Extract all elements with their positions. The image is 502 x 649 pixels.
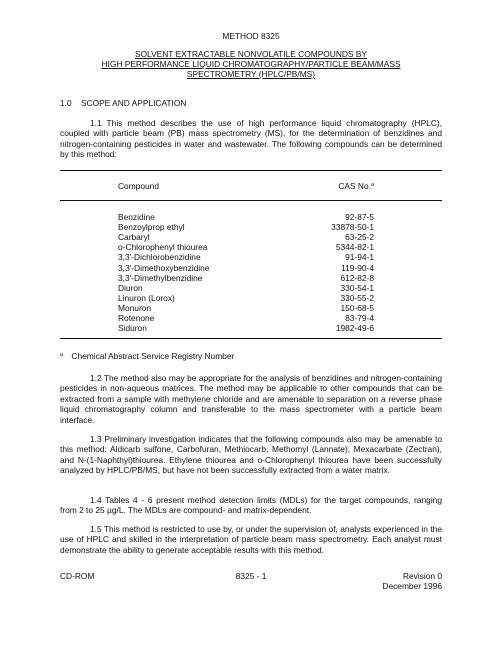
cas-number: 119-90-4 xyxy=(341,262,374,273)
footer-revision: Revision 0 xyxy=(402,571,442,581)
table-row xyxy=(118,252,374,262)
compound-name: 3,3'-Dimethylbenzidine xyxy=(118,272,203,283)
paragraph-1-1: 1.1 This method describes the use of high performance liquid chromatography (HPLC), coupled with particle beam (PB) mass spectrometry (MS), for the determination of benzidines and nitrogen-containing pesticides in water and wastewater. The following compounds can be determined by this method: xyxy=(60,118,442,160)
cas-number: 330-54-1 xyxy=(340,282,374,293)
table-header-cas: CAS No.$^a$ xyxy=(338,181,374,191)
compound-name: Monuron xyxy=(118,302,152,313)
cas-number: 612-82-8 xyxy=(340,272,374,283)
cas-number: 330-55-2 xyxy=(340,292,374,303)
cas-number: 150-68-5 xyxy=(340,302,374,313)
cas-number: 33878-50-1 xyxy=(331,222,374,233)
compound-name: Linuron (Lorox) xyxy=(118,292,175,303)
cas-number: 1982-49-6 xyxy=(335,323,374,334)
table-row xyxy=(118,212,374,222)
cas-number: 83-79-4 xyxy=(345,313,374,323)
table-row xyxy=(118,313,374,323)
table-row xyxy=(118,232,374,242)
table-row xyxy=(118,222,374,232)
table-row xyxy=(118,303,374,313)
compound-name: Benzidine xyxy=(118,212,155,222)
footnote-mark: a xyxy=(60,352,64,358)
compound-name: Siduron xyxy=(118,323,147,334)
table-header-cas-footnote-mark: a xyxy=(370,182,374,188)
footer-left: CD-ROM xyxy=(60,571,95,581)
paragraph-1-3: 1.3 Preliminary investigation indicates that the following compounds also may be amenable to this method: Aldicarb sulfone, Carbofuran, Methiocarb, Methomyl (Lannate), Mexacarbate (Zectran), and N-(1-Naphthyl)thiourea. Ethylene thiourea and o-Chlorophenyl thiourea have been successfully analyzed by HPLC/PB/MS, but have not been successfully extracted from a water matrix. xyxy=(60,434,442,476)
table-bottom-rule xyxy=(60,338,442,339)
compound-name: Diuron xyxy=(118,282,143,293)
footnote-text: Chemical Abstract Service Registry Number xyxy=(71,351,235,361)
table-row xyxy=(118,273,374,283)
cas-number: 91-94-1 xyxy=(345,252,374,263)
table-header-compound: Compound xyxy=(118,181,159,191)
section-heading: 1.0 SCOPE AND APPLICATION xyxy=(60,98,187,108)
compound-name: Carbaryl xyxy=(118,232,150,243)
paragraph-1-5: 1.5 This method is restricted to use by, or under the supervision of, analysts experienced in the use of HPLC and skilled in the interpretation of particle beam mass spectrometry. Each analyst must demonstrate the ability to generate acceptable results with this method. xyxy=(60,524,442,555)
title-line-2: HIGH PERFORMANCE LIQUID CHROMATOGRAPHY/PARTICLE BEAM/MASS xyxy=(101,59,401,69)
title-line-3: SPECTROMETRY (HPLC/PB/MS) xyxy=(186,69,316,79)
compound-name: 3,3'-Dimethoxybenzidine xyxy=(118,262,210,273)
table-row xyxy=(118,263,374,273)
table-footnote xyxy=(60,351,234,361)
compound-name: Benzoylprop ethyl xyxy=(118,222,185,233)
compound-name: 3,3'-Dichlorobenzidine xyxy=(118,252,201,263)
table-row xyxy=(118,323,374,333)
cas-number: 63-25-2 xyxy=(345,232,374,243)
table-header-rule xyxy=(60,200,442,201)
paragraph-1-4: 1.4 Tables 4 - 6 present method detection limits (MDLs) for the target compounds, ranging from 2 to 25 µg/L. The MDLs are compound- and matrix-dependent. xyxy=(60,495,442,516)
table-row xyxy=(118,242,374,252)
footer-date: December 1996 xyxy=(382,581,442,591)
paragraph-1-2: 1.2 The method also may be appropriate for the analysis of benzidines and nitrogen-containing pesticides in non-aqueous matrices. The method may be applicable to other compounds that can be extracted from a sample with methylene chloride and are amenable to separation on a reverse phase liquid chromatography column and transferable to the mass spectrometer with a particle beam interface. xyxy=(60,373,442,425)
compound-name: Rotenone xyxy=(118,313,155,323)
cas-number: 5344-82-1 xyxy=(335,242,374,253)
compound-name: o-Chlorophenyl thiourea xyxy=(118,242,208,253)
table-row xyxy=(118,293,374,303)
method-number: METHOD 8325 xyxy=(222,31,280,41)
table-top-rule xyxy=(60,170,442,171)
title-line-1: SOLVENT EXTRACTABLE NONVOLATILE COMPOUNDS BY xyxy=(134,49,368,59)
table-row xyxy=(118,283,374,293)
cas-number: 92-87-5 xyxy=(345,212,374,222)
footer-page-number: 8325 - 1 xyxy=(235,571,267,581)
